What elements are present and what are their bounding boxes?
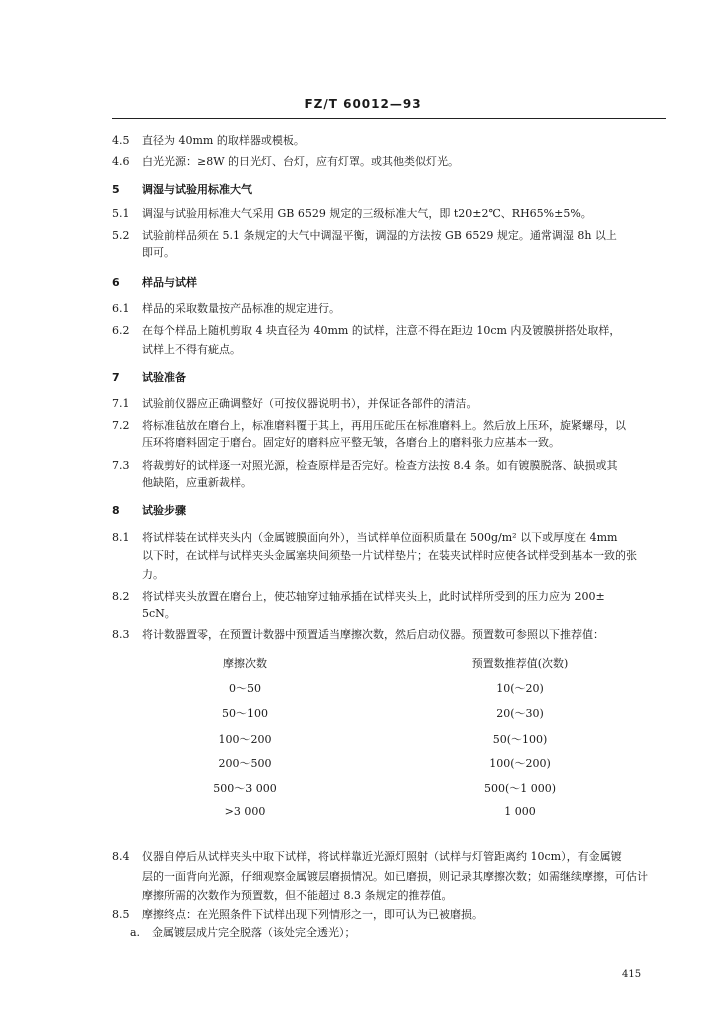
text-line [112, 628, 604, 642]
text-line [112, 908, 483, 922]
table-cell-friction-count: 0～50 [229, 682, 261, 695]
text-line [112, 850, 622, 864]
clause-number: 8.4 [112, 850, 130, 863]
text-line [112, 436, 560, 450]
clause-number: 8.3 [112, 628, 130, 641]
clause-text: 白光光源：≥8W 的日光灯、台灯，应有灯罩。或其他类似灯光。 [142, 155, 460, 168]
clause-text: 在每个样品上随机剪取 4 块直径为 40mm 的试样，注意不得在距边 10cm 内及镀膜拼搭处取样， [142, 324, 621, 337]
text-line [112, 870, 648, 884]
clause-text: 5cN。 [142, 607, 176, 620]
clause-number: 6.1 [112, 302, 130, 315]
clause-text: 试样上不得有疵点。 [142, 343, 241, 356]
clause-text: 摩擦终点：在光照条件下试样出现下列情形之一，即可认为已被磨损。 [142, 908, 483, 921]
text-line [112, 590, 605, 604]
text-line [112, 207, 592, 221]
section-heading [112, 276, 197, 290]
clause-number: 7.3 [112, 459, 130, 472]
text-line [112, 134, 305, 148]
clause-number: 4.5 [112, 134, 130, 147]
clause-text: 试验准备 [142, 371, 186, 384]
text-line [112, 889, 453, 903]
text-line [112, 459, 617, 473]
text-line [112, 155, 459, 169]
clause-number: 8.2 [112, 590, 130, 603]
header-rule [112, 118, 666, 119]
clause-number: 5 [112, 183, 120, 196]
section-heading [112, 371, 186, 385]
clause-number: 8.5 [112, 908, 130, 921]
page-number: 415 [622, 969, 642, 980]
table-cell-friction-count: 500～3 000 [213, 782, 277, 795]
section-heading [112, 183, 252, 197]
clause-text: 调湿与试验用标准大气采用 GB 6529 规定的三级标准大气，即 t20±2℃、RH65%±5%。 [142, 207, 592, 220]
table-cell-friction-count: 200～500 [218, 757, 272, 770]
clause-number: 8 [112, 504, 120, 517]
clause-text: 将标准毡放在磨台上，标准磨料覆于其上，再用压砣压在标准磨料上。然后放上压环，旋紧螺母，以 [142, 419, 626, 432]
clause-text: 层的一面背向光源，仔细观察金属镀层磨损情况。如已磨损，则记录其摩擦次数；如需继续摩擦，可估计 [142, 870, 648, 883]
text-line [112, 419, 626, 433]
text-line [112, 246, 175, 260]
clause-number: 5.1 [112, 207, 130, 220]
clause-text: 压环将磨料固定于磨台。固定好的磨料应平整无皱，各磨台上的磨料张力应基本一致。 [142, 436, 560, 449]
text-line [130, 926, 356, 940]
text-line [112, 531, 617, 545]
text-line [112, 549, 637, 563]
clause-number: 7.1 [112, 397, 130, 410]
clause-text: 试验前样品须在 5.1 条规定的大气中调湿平衡，调湿的方法按 GB 6529 规定。通常调湿 8h 以上 [142, 229, 617, 242]
table-cell-preset-value: 20(～30) [496, 707, 544, 720]
text-line [112, 302, 340, 316]
clause-number: 4.6 [112, 155, 130, 168]
clause-text: 试验步骤 [142, 504, 186, 517]
clause-number: 6 [112, 276, 120, 289]
clause-text: 他缺陷，应重新裁样。 [142, 476, 252, 489]
clause-text: 将试样装在试样夹头内（金属镀膜面向外），当试样单位面积质量在 500g/m² 以下或厚度在 4mm [142, 531, 618, 544]
clause-text: 金属镀层成片完全脱落（该处完全透光）； [152, 926, 356, 939]
clause-text: 将试样夹头放置在磨台上，使芯轴穿过轴承插在试样夹头上，此时试样所受到的压力应为 200± [142, 590, 605, 603]
clause-number: 5.2 [112, 229, 130, 242]
clause-text: 调湿与试验用标准大气 [142, 183, 252, 196]
clause-text: 力。 [142, 568, 164, 581]
section-heading [112, 504, 186, 518]
table-cell-preset-value: 1 000 [504, 805, 536, 818]
clause-text: 以下时，在试样与试样夹头金属塞块间须垫一片试样垫片；在装夹试样时应使各试样受到基本一致的张 [142, 549, 637, 562]
standard-code-header: FZ/T 60012—93 [304, 97, 422, 111]
clause-text: 样品的采取数量按产品标准的规定进行。 [142, 302, 340, 315]
clause-number: 6.2 [112, 324, 130, 337]
text-line [112, 397, 478, 411]
clause-text: 摩擦所需的次数作为预置数，但不能超过 8.3 条规定的推荐值。 [142, 889, 453, 902]
table-cell-friction-count: >3 000 [224, 805, 266, 818]
clause-text: 仪器自停后从试样夹头中取下试样，将试样靠近光源灯照射（试样与灯管距离约 10cm），有金属镀 [142, 850, 622, 863]
clause-number: a. [130, 926, 141, 939]
table-header-friction-count: 摩擦次数 [223, 657, 267, 670]
clause-number: 7 [112, 371, 120, 384]
clause-text: 直径为 40mm 的取样器或模板。 [142, 134, 305, 147]
clause-text: 即可。 [142, 246, 175, 259]
clause-text: 将计数器置零，在预置计数器中预置适当摩擦次数，然后启动仪器。预置数可参照以下推荐值： [142, 628, 604, 641]
clause-number: 7.2 [112, 419, 130, 432]
table-cell-preset-value: 100(～200) [489, 757, 551, 770]
text-line [112, 568, 164, 582]
text-line [112, 324, 620, 338]
clause-text: 试验前仪器应正确调整好（可按仪器说明书），并保证各部件的清洁。 [142, 397, 478, 410]
clause-number: 8.1 [112, 531, 130, 544]
clause-text: 样品与试样 [142, 276, 197, 289]
text-line [112, 476, 252, 490]
clause-text: 将裁剪好的试样逐一对照光源，检查原样是否完好。检查方法按 8.4 条。如有镀膜脱落、缺损或其 [142, 459, 618, 472]
table-cell-friction-count: 50～100 [222, 707, 268, 720]
table-cell-friction-count: 100～200 [218, 733, 272, 746]
text-line [112, 343, 241, 357]
table-cell-preset-value: 50(～100) [492, 733, 548, 746]
text-line [112, 607, 176, 621]
table-header-preset-value: 预置数推荐值(次数) [471, 657, 569, 670]
table-cell-preset-value: 500(～1 000) [483, 782, 557, 795]
text-line [112, 229, 617, 243]
table-cell-preset-value: 10(～20) [496, 682, 544, 695]
